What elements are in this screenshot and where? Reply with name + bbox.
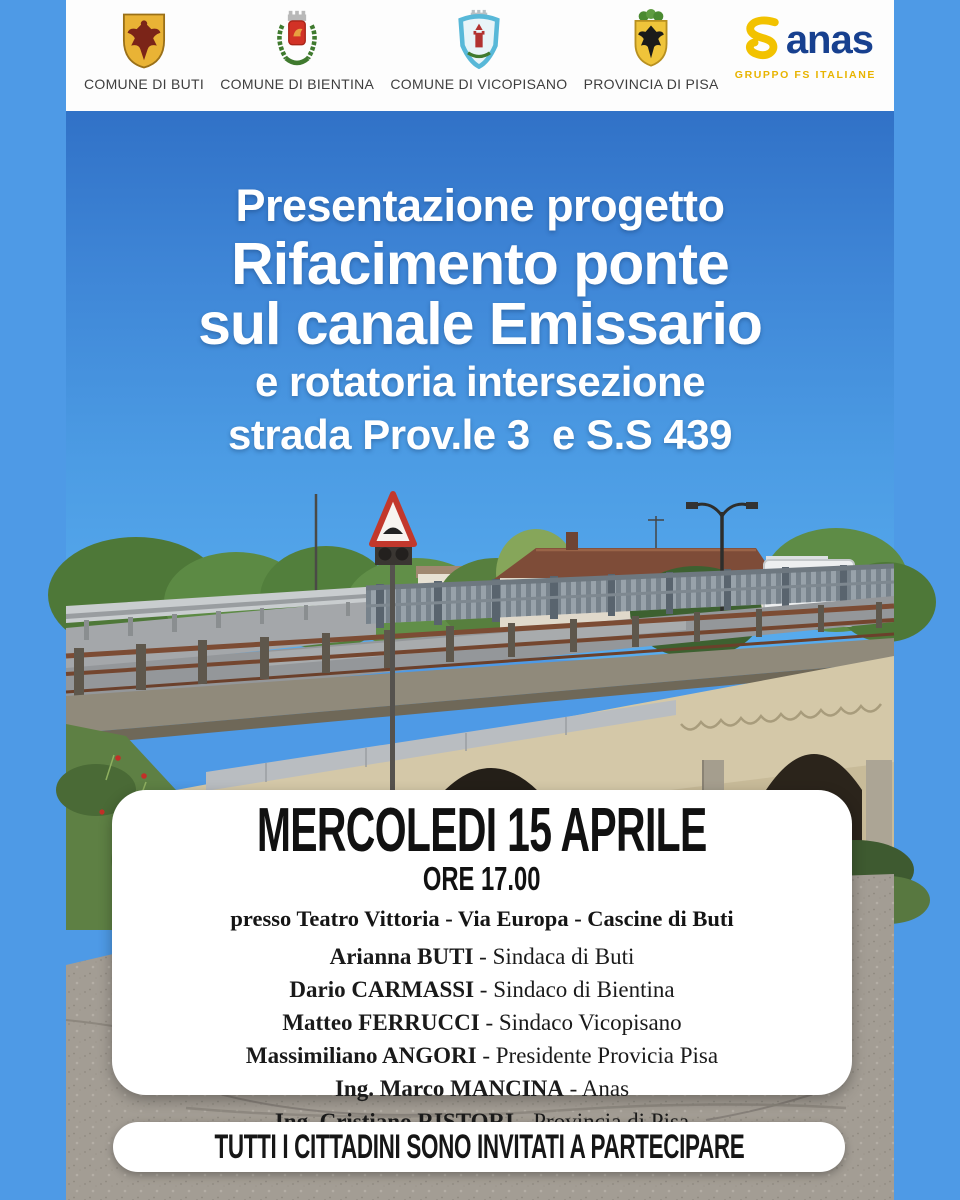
title-block <box>66 178 894 462</box>
logo-comune-di-vicopisano <box>390 8 567 92</box>
title-line-3: sul canale Emissario <box>198 291 762 358</box>
header-band <box>66 0 894 111</box>
event-venue: presso Teatro Vittoria - Via Europa - Cascine di Buti <box>230 905 734 931</box>
logo-provincia-di-pisa <box>584 8 719 92</box>
event-time: ORE 17.00 <box>423 860 541 897</box>
logo-label: COMUNE DI BIENTINA <box>220 76 375 92</box>
speaker-row: Dario CARMASSI - Sindaco di Bientina <box>289 976 675 1002</box>
anas-group-label: GRUPPO FS ITALIANE <box>734 69 876 81</box>
anas-swirl-icon <box>738 14 784 65</box>
crest-pisa-icon <box>622 8 680 74</box>
speakers-list <box>112 940 852 1138</box>
crest-bientina-icon <box>268 8 326 74</box>
title-line-5: strada Prov.le 3 e S.S 439 <box>227 411 732 459</box>
logo-comune-di-bientina <box>220 8 374 92</box>
logo-comune-di-buti <box>84 8 204 92</box>
crest-buti-icon <box>115 8 173 74</box>
speaker-row: Massimiliano ANGORI - Presidente Provicia Pisa <box>245 1042 719 1068</box>
crest-vicopisano-icon <box>450 8 508 74</box>
title-line-1: Presentazione progetto <box>235 180 725 231</box>
logo-anas <box>735 8 876 81</box>
anas-wordmark: anas <box>785 17 873 62</box>
invitation-text: TUTTI I CITTADINI SONO INVITATI A PARTECIPARE <box>214 1127 744 1166</box>
speaker-row: Arianna BUTI - Sindaca di Buti <box>329 943 635 969</box>
speaker-row: Matteo FERRUCCI - Sindaco Vicopisano <box>282 1009 682 1035</box>
title-line-4: e rotatoria intersezione <box>254 357 706 405</box>
title-line-2: Rifacimento ponte <box>231 231 729 298</box>
event-date: MERCOLEDI 15 APRILE <box>257 796 707 865</box>
event-card <box>112 790 852 1101</box>
invitation-pill <box>113 1122 845 1172</box>
logo-label: COMUNE DI VICOPISANO <box>390 76 568 92</box>
logo-label: PROVINCIA DI PISA <box>583 76 719 92</box>
logo-label: COMUNE DI BUTI <box>84 76 205 92</box>
speaker-row: Ing. Marco MANCINA - Anas <box>334 1075 630 1101</box>
